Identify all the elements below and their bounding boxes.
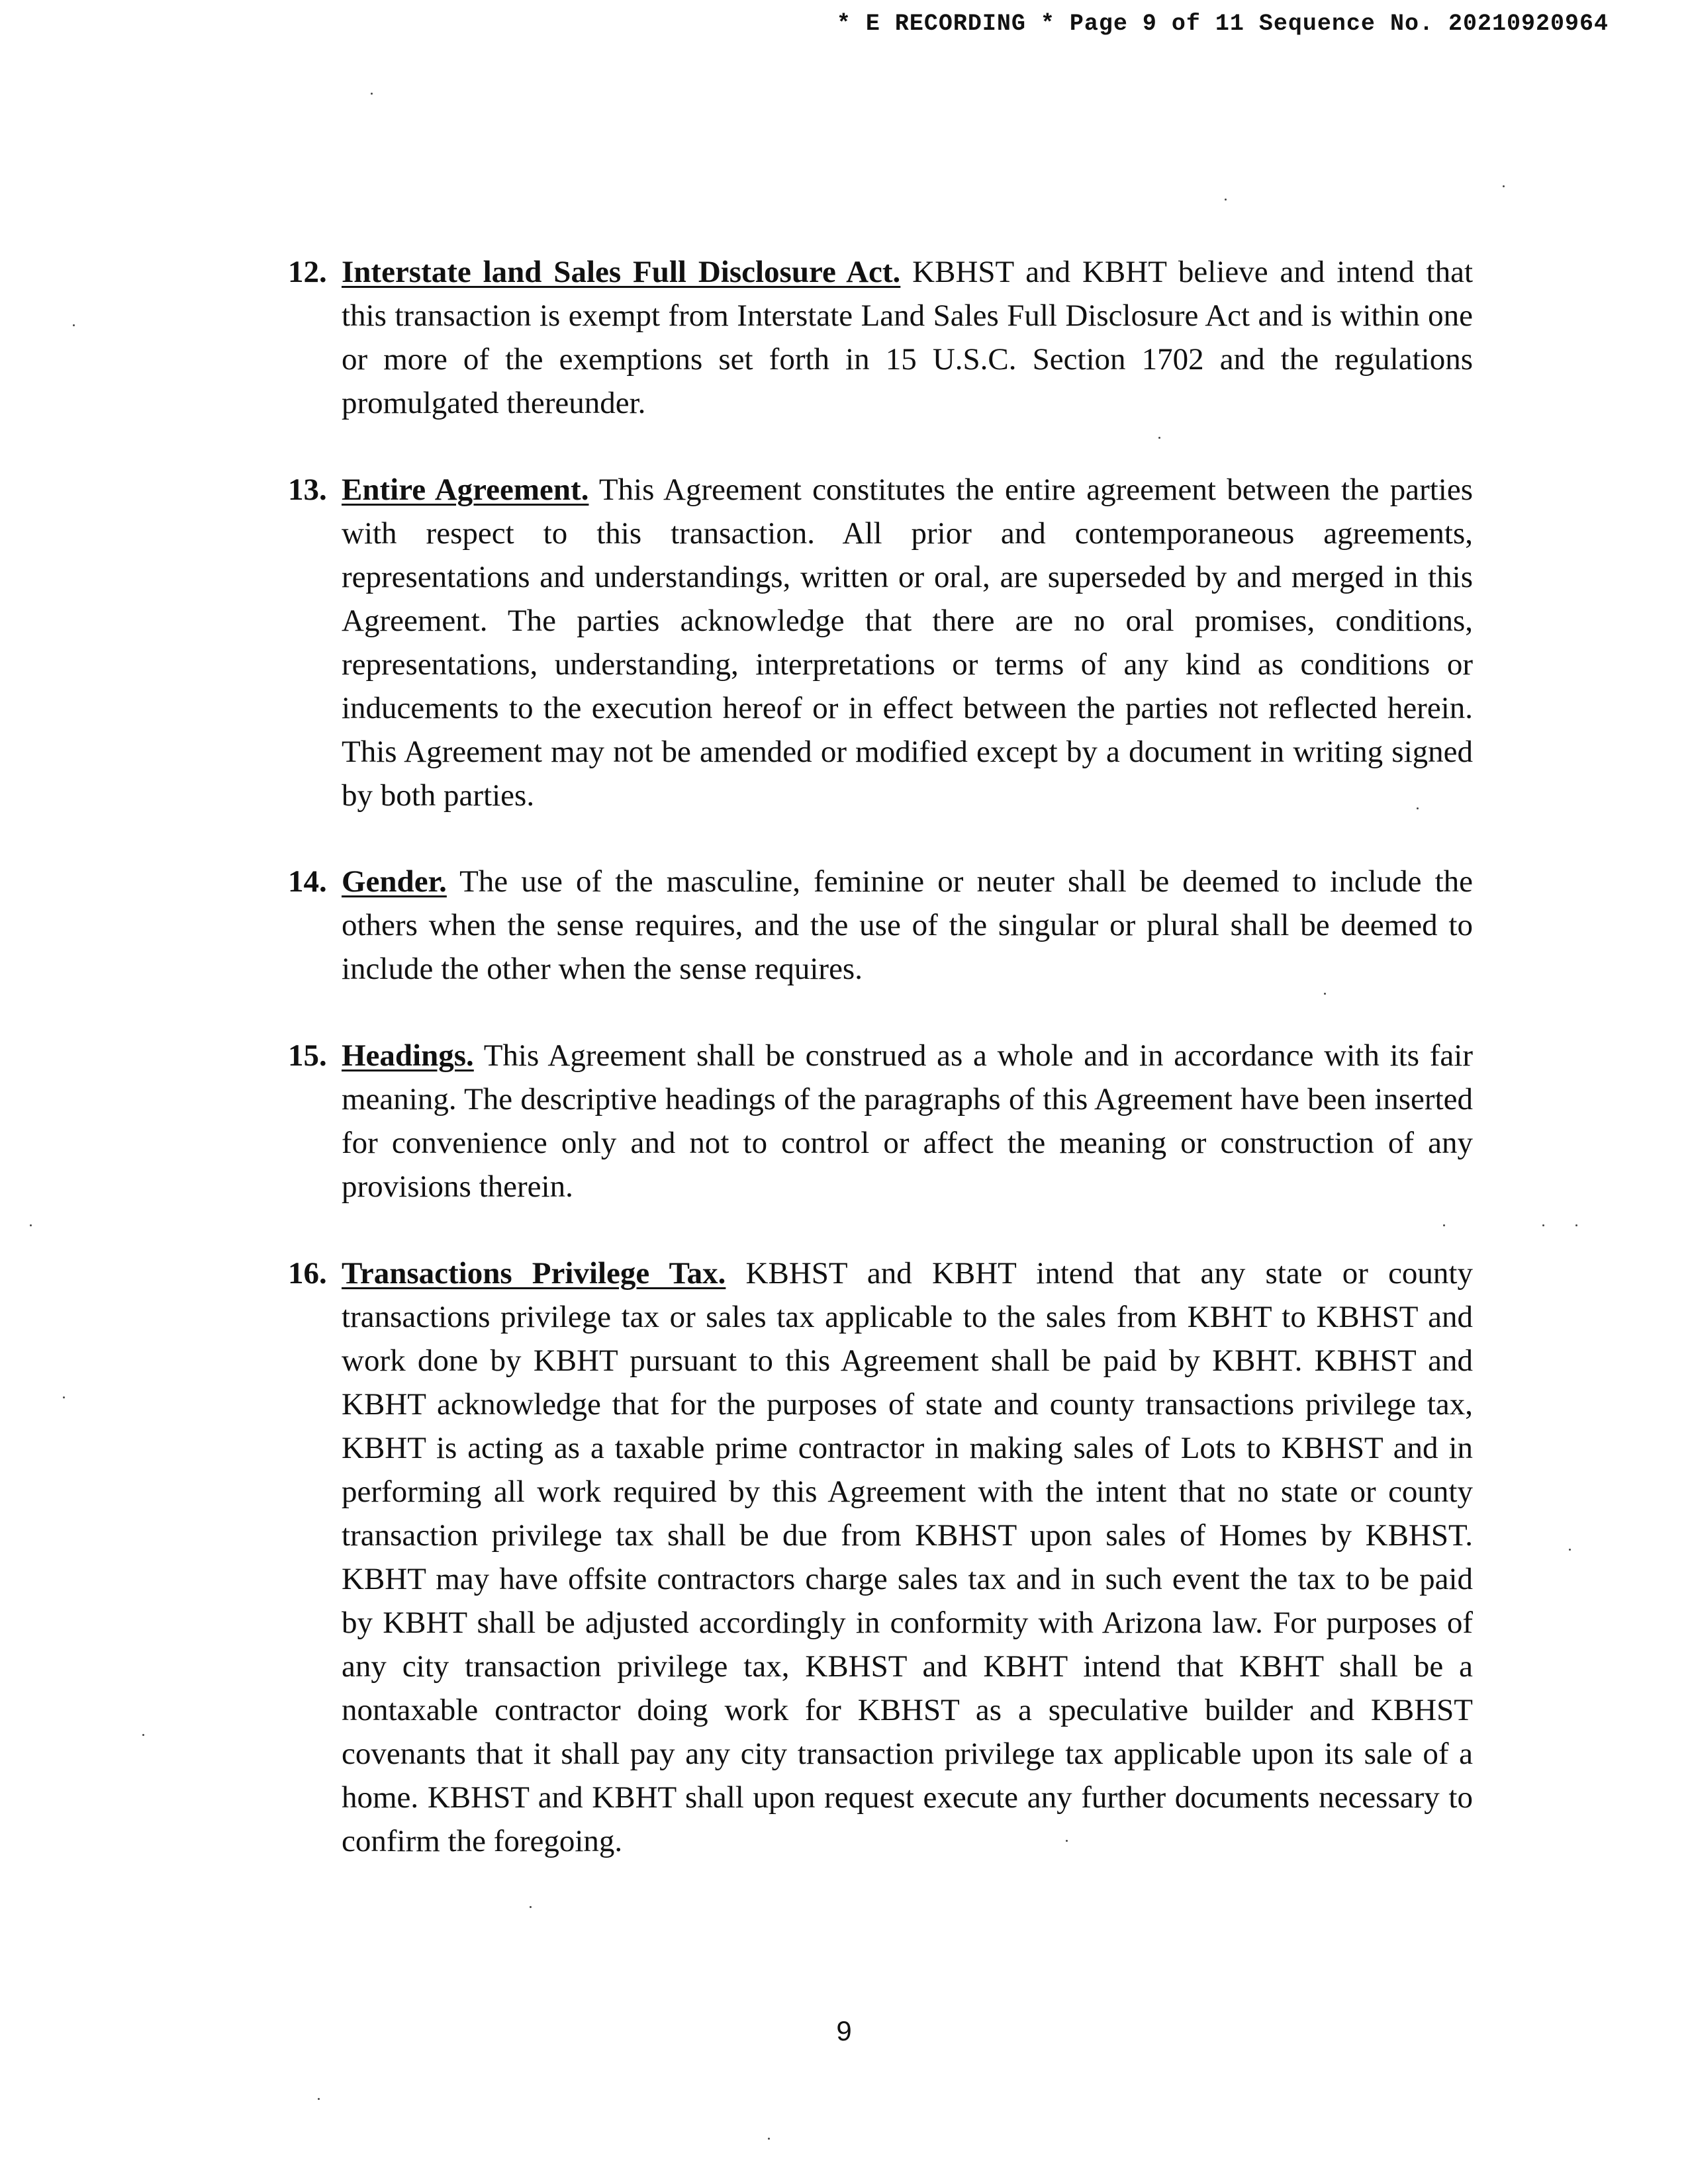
scan-speck	[1324, 993, 1326, 995]
section-14	[288, 860, 1473, 991]
section-heading: Entire Agreement.	[342, 473, 589, 507]
section-number: 16.	[288, 1256, 327, 1291]
section-text: This Agreement shall be construed as a whole and in accordance with its fair meaning. The descriptive headings of the paragraphs of this Agreement have been inserted for convenience only and not to control or affect the meaning or construction of any provisions therein.	[342, 1038, 1473, 1204]
section-heading: Transactions Privilege Tax.	[342, 1256, 726, 1291]
section-number: 15.	[288, 1038, 327, 1073]
page-number: 9	[836, 2015, 852, 2046]
scan-speck	[371, 93, 373, 95]
section-text: KBHST and KBHT believe and intend that this transaction is exempt from Interstate Land Sales Full Disclosure Act and is within one or more of the exemptions set forth in 15 U.S.C. Section 1702 and the regulations promulgated thereunder.	[342, 255, 1473, 420]
scan-speck	[63, 1396, 65, 1398]
section-heading: Headings.	[342, 1038, 474, 1073]
section-heading: Interstate land Sales Full Disclosure Act.	[342, 255, 901, 289]
section-text: KBHST and KBHT intend that any state or county transactions privilege tax or sales tax applicable to the sales from KBHT to KBHST and work done by KBHT pursuant to this Agreement shall be paid by KBHT. KBHST and KBHT acknowledge that for the purposes of state and county transactions privilege tax, KBHT is acting as a taxable prime contractor in making sales of Lots to KBHST and in performing all work required by this Agreement with the intent that no state or county transaction privilege tax shall be due from KBHST upon sales of Homes by KBHST. KBHT may have offsite contractors charge sales tax and in such event the tax to be paid by KBHT shall be adjusted accordingly in conformity with Arizona law. For purposes of any city transaction privilege tax, KBHST and KBHT intend that KBHT shall be a nontaxable contractor doing work for KBHST as a speculative builder and KBHST covenants that it shall pay any city transaction privilege tax applicable upon its sale of a home. KBHST and KBHT shall upon request execute any further documents necessary to confirm the foregoing.	[342, 1256, 1473, 1858]
scan-speck	[1158, 437, 1160, 439]
scan-speck	[30, 1224, 32, 1226]
scan-speck	[142, 1734, 144, 1736]
section-12	[288, 250, 1473, 425]
scan-speck	[1569, 1549, 1571, 1551]
scan-speck	[1542, 1224, 1544, 1226]
section-heading: Gender.	[342, 864, 447, 899]
section-paragraph	[342, 1034, 1473, 1208]
section-number: 14.	[288, 864, 327, 899]
scan-speck	[1225, 199, 1227, 201]
scan-speck	[1443, 1224, 1445, 1226]
recording-stamp: * E RECORDING * Page 9 of 11 Sequence No. 20210920964	[836, 11, 1609, 37]
section-16	[288, 1251, 1473, 1863]
section-13	[288, 468, 1473, 817]
section-paragraph	[342, 250, 1473, 425]
scan-speck	[1417, 807, 1419, 809]
scan-speck	[318, 2098, 320, 2100]
section-paragraph	[342, 1251, 1473, 1863]
scan-speck	[768, 2138, 770, 2140]
section-15	[288, 1034, 1473, 1208]
section-number: 12.	[288, 255, 327, 289]
section-paragraph	[342, 468, 1473, 817]
scan-speck	[1503, 185, 1505, 187]
section-text: The use of the masculine, feminine or neuter shall be deemed to include the others when the sense requires, and the use of the singular or plural shall be deemed to include the other when the sense requires.	[342, 864, 1473, 986]
section-number: 13.	[288, 473, 327, 507]
section-paragraph	[342, 860, 1473, 991]
section-text: This Agreement constitutes the entire agreement between the parties with respect to this transaction. All prior and contemporaneous agreements, representations and understandings, written or oral, are superseded by and merged in this Agreement. The parties acknowledge that there are no oral promises, conditions, representations, understanding, interpretations or terms of any kind as conditions or inducements to the execution hereof or in effect between the parties not reflected herein. This Agreement may not be amended or modified except by a document in writing signed by both parties.	[342, 473, 1473, 813]
scan-speck	[1066, 1840, 1068, 1842]
scan-speck	[1575, 1224, 1577, 1226]
scan-speck	[530, 1906, 532, 1908]
scan-speck	[73, 324, 75, 326]
